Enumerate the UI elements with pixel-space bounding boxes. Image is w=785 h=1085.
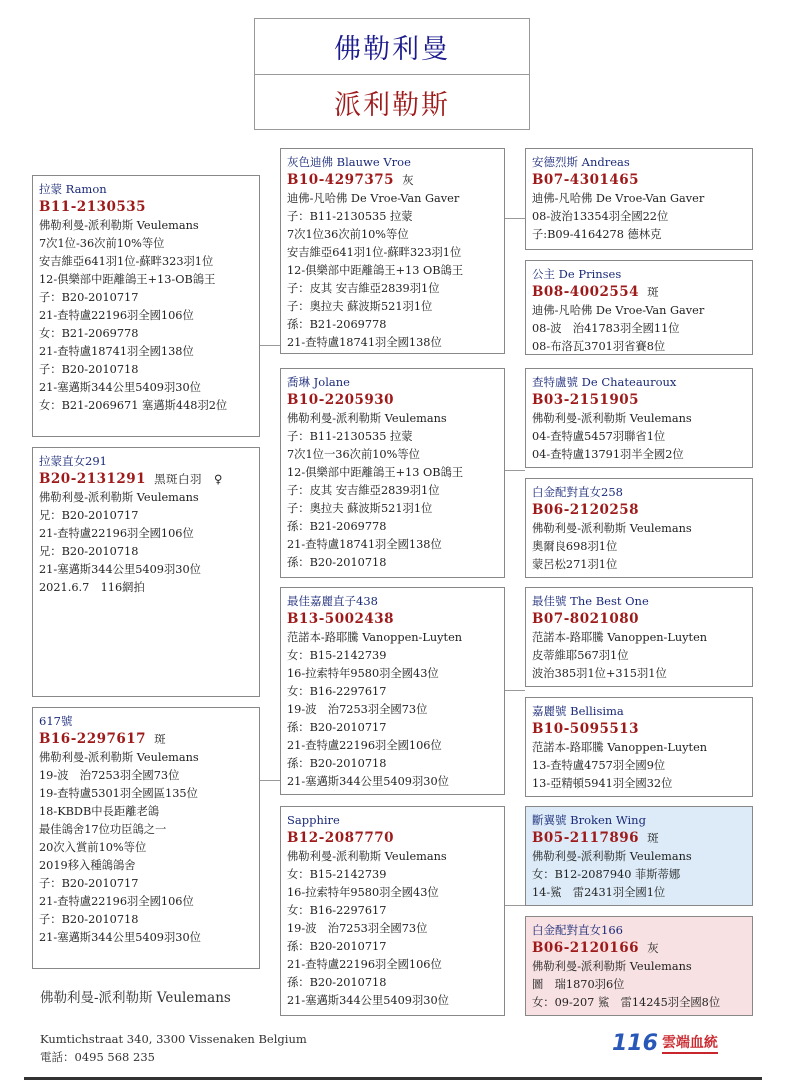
info-line: 21-塞邁斯344公里5409羽30位 xyxy=(39,931,201,944)
info-line: 佛勒利曼-派利勒斯 Veulemans xyxy=(532,412,692,425)
site-logo xyxy=(612,1030,722,1056)
info-line: 皮蒂維耶567羽1位 xyxy=(532,649,629,662)
info-line: 7次1位36次前10%等位 xyxy=(287,228,409,241)
bird-name: 最佳嘉麗直子438 xyxy=(287,594,378,608)
bottom-divider xyxy=(24,1077,762,1080)
bird-name: 查特盧號 De Chateauroux xyxy=(532,375,677,389)
info-line: 21-查特盧18741羽全國138位 xyxy=(39,345,194,358)
info-line: 子：B11-2130535 拉蒙 xyxy=(287,430,413,443)
bird-name: 嘉麗號 Bellisima xyxy=(532,704,624,718)
info-line: 08-布洛瓦3701羽省賽8位 xyxy=(532,340,666,353)
pedigree-card-gen3-4 xyxy=(525,478,753,578)
info-line: 佛勒利曼-派利勒斯 Veulemans xyxy=(287,412,447,425)
info-line: 佛勒利曼-派利勒斯 Veulemans xyxy=(39,491,199,504)
info-line: 14-鯊 雷2431羽全國1位 xyxy=(532,886,666,899)
pedigree-card-granddam-maternal xyxy=(280,806,505,1016)
connector-line xyxy=(505,218,525,219)
pedigree-title-box xyxy=(254,18,530,130)
info-line: 子：B20-2010717 xyxy=(39,291,139,304)
info-line: 兄：B20-2010718 xyxy=(39,545,139,558)
breeder-name-subtitle: 派利勒斯 xyxy=(334,90,450,121)
info-line: 21-查特盧22196羽全國106位 xyxy=(39,309,194,322)
info-line: 女：B15-2142739 xyxy=(287,868,387,881)
color-label: 斑 xyxy=(647,831,660,845)
pedigree-card-gen3-8 xyxy=(525,916,753,1016)
logo-number: 116 xyxy=(612,1030,658,1056)
bird-name: 617號 xyxy=(39,714,73,728)
ring-number: B07-8021080 xyxy=(532,611,640,627)
info-line: 佛勒利曼-派利勒斯 Veulemans xyxy=(287,850,447,863)
info-line: 女：B21-2069778 xyxy=(39,327,139,340)
info-line: 女：B12-2087940 菲斯蒂娜 xyxy=(532,868,681,881)
info-line: 13-亞精頓5941羽全國32位 xyxy=(532,777,673,790)
info-line: 04-查特盧5457羽聯省1位 xyxy=(532,430,666,443)
info-line: 18-KBDB中長距離老鴿 xyxy=(39,805,160,818)
info-line: 19-波 治7253羽全國73位 xyxy=(39,769,180,782)
info-line: 21-塞邁斯344公里5409羽30位 xyxy=(39,563,201,576)
logo-text: 雲端血統 xyxy=(662,1032,718,1054)
info-line: 21-查特盧22196羽全國106位 xyxy=(39,527,194,540)
info-line: 子：奧拉夫 蘇波斯521羽1位 xyxy=(287,502,433,515)
info-line: 范諾本-路耶騰 Vanoppen-Luyten xyxy=(532,741,708,754)
pedigree-card-grandsire-maternal xyxy=(280,587,505,795)
info-line: 04-查特盧13791羽半全國2位 xyxy=(532,448,684,461)
ring-number: B10-2205930 xyxy=(287,392,395,408)
info-line: 子：B11-2130535 拉蒙 xyxy=(287,210,413,223)
info-line: 孫：B21-2069778 xyxy=(287,520,387,533)
info-line: 19-波 治7253羽全國73位 xyxy=(287,922,428,935)
info-line: 佛勒利曼-派利勒斯 Veulemans xyxy=(532,960,692,973)
info-line: 子：皮其 安吉維亞2839羽1位 xyxy=(287,282,440,295)
info-line: 21-查特盧18741羽全國138位 xyxy=(287,538,442,551)
info-line: 21-查特盧22196羽全國106位 xyxy=(287,958,442,971)
info-line: 子：B20-2010718 xyxy=(39,363,139,376)
info-line: 19-查特盧5301羽全國區135位 xyxy=(39,787,198,800)
connector-line xyxy=(505,470,525,471)
info-line: 子：B20-2010718 xyxy=(39,913,139,926)
info-line: 21-塞邁斯344公里5409羽30位 xyxy=(39,381,201,394)
color-sex-label: 黑斑白羽 ♀ xyxy=(154,472,223,486)
info-line: 孫：B21-2069778 xyxy=(287,318,387,331)
bird-name: 喬琳 Jolane xyxy=(287,375,350,389)
pedigree-card-gen3-3 xyxy=(525,368,753,468)
pedigree-card-gen3-6 xyxy=(525,697,753,797)
connector-line xyxy=(260,345,280,346)
bird-name: 斷翼號 Broken Wing xyxy=(532,813,646,827)
address-block xyxy=(40,1030,307,1066)
info-line: 12-俱樂部中距離鴿王+13-OB鴿王 xyxy=(39,273,216,286)
info-line: 7次1位一36次前10%等位 xyxy=(287,448,420,461)
bird-name: 拉蒙 Ramon xyxy=(39,182,107,196)
info-line: 迪佛-凡哈佛 De Vroe-Van Gaver xyxy=(532,192,705,205)
pedigree-card-gen3-5 xyxy=(525,587,753,687)
info-line: 16-拉索特年9580羽全國43位 xyxy=(287,886,439,899)
info-line: 13-查特盧4757羽全國9位 xyxy=(532,759,666,772)
ring-number: B11-2130535 xyxy=(39,199,147,215)
info-line: 兄：B20-2010717 xyxy=(39,509,139,522)
info-line: 安吉維亞641羽1位-蘇畔323羽1位 xyxy=(39,255,214,268)
ring-number: B03-2151905 xyxy=(532,392,640,408)
info-line: 女：09-207 鯊 雷14245羽全國8位 xyxy=(532,996,721,1009)
ring-number: B06-2120258 xyxy=(532,502,640,518)
pedigree-card-dam xyxy=(32,707,260,969)
info-line: 佛勒利曼-派利勒斯 Veulemans xyxy=(39,219,199,232)
ring-number: B10-5095513 xyxy=(532,721,640,737)
color-label: 斑 xyxy=(647,285,660,299)
info-line: 孫：B20-2010718 xyxy=(287,556,387,569)
ring-number: B20-2131291 xyxy=(39,471,147,487)
ring-number: B05-2117896 xyxy=(532,830,640,846)
info-line: 圖 瑞1870羽6位 xyxy=(532,978,625,991)
info-line: 范諾本-路耶騰 Vanoppen-Luyten xyxy=(532,631,708,644)
color-label: 斑 xyxy=(154,732,167,746)
info-line: 佛勒利曼-派利勒斯 Veulemans xyxy=(532,522,692,535)
info-line: 子:B09-4164278 德林克 xyxy=(532,228,662,241)
color-label: 灰 xyxy=(647,941,660,955)
info-line: 孫：B20-2010718 xyxy=(287,976,387,989)
info-line: 子：奧拉夫 蘇波斯521羽1位 xyxy=(287,300,433,313)
info-line: 08-波 治41783羽全國11位 xyxy=(532,322,680,335)
bird-name: 白金配對直女166 xyxy=(532,923,623,937)
info-line: 21-塞邁斯344公里5409羽30位 xyxy=(287,994,449,1007)
info-line: 最佳鴿舍17位功臣鴿之一 xyxy=(39,823,167,836)
info-line: 12-俱樂部中距離鴿王+13 OB鴿王 xyxy=(287,264,464,277)
pedigree-card-gen3-1 xyxy=(525,148,753,250)
breeder-signature: 佛勒利曼-派利勒斯 Veulemans xyxy=(40,990,231,1006)
pedigree-card-sire xyxy=(32,175,260,437)
pedigree-card-grandsire-paternal xyxy=(280,148,505,354)
bird-name: 公主 De Prinses xyxy=(532,267,622,281)
info-line: 女：B16-2297617 xyxy=(287,685,387,698)
info-line: 孫：B20-2010718 xyxy=(287,757,387,770)
color-label: 灰 xyxy=(402,173,415,187)
info-line: 女：B16-2297617 xyxy=(287,904,387,917)
bird-name: 拉蒙直女291 xyxy=(39,454,107,468)
info-line: 2019移入種鴿鴿舍 xyxy=(39,859,136,872)
ring-number: B08-4002554 xyxy=(532,284,640,300)
ring-number: B10-4297375 xyxy=(287,172,395,188)
bird-name: 白金配對直女258 xyxy=(532,485,623,499)
info-line: 佛勒利曼-派利勒斯 Veulemans xyxy=(532,850,692,863)
info-line: 21-查特盧18741羽全國138位 xyxy=(287,336,442,349)
ring-number: B06-2120166 xyxy=(532,940,640,956)
info-line: 子：B20-2010717 xyxy=(39,877,139,890)
pedigree-card-subject xyxy=(32,447,260,697)
info-line: 迪佛-凡哈佛 De Vroe-Van Gaver xyxy=(287,192,460,205)
bird-name: 安德烈斯 Andreas xyxy=(532,155,630,169)
bird-name: 最佳號 The Best One xyxy=(532,594,649,608)
info-line: 21-塞邁斯344公里5409羽30位 xyxy=(287,775,449,788)
info-line: 奧爾良698羽1位 xyxy=(532,540,618,553)
info-line: 迪佛-凡哈佛 De Vroe-Van Gaver xyxy=(532,304,705,317)
info-line: 20次入賞前10%等位 xyxy=(39,841,147,854)
info-line: 孫：B20-2010717 xyxy=(287,721,387,734)
pedigree-card-gen3-2 xyxy=(525,260,753,355)
info-line: 19-波 治7253羽全國73位 xyxy=(287,703,428,716)
info-line: 安吉維亞641羽1位-蘇畔323羽1位 xyxy=(287,246,462,259)
info-line: 21-查特盧22196羽全國106位 xyxy=(287,739,442,752)
info-line: 波治385羽1位+315羽1位 xyxy=(532,667,667,680)
bird-name: Sapphire xyxy=(287,813,340,827)
info-line: 佛勒利曼-派利勒斯 Veulemans xyxy=(39,751,199,764)
info-line: 21-查特盧22196羽全國106位 xyxy=(39,895,194,908)
info-line: 子：皮其 安吉維亞2839羽1位 xyxy=(287,484,440,497)
breeder-name-title: 佛勒利曼 xyxy=(255,19,529,75)
info-line: 范諾本-路耶騰 Vanoppen-Luyten xyxy=(287,631,463,644)
info-line: 孫：B20-2010717 xyxy=(287,940,387,953)
ring-number: B12-2087770 xyxy=(287,830,395,846)
info-line: 12-俱樂部中距離鴿王+13 OB鴿王 xyxy=(287,466,464,479)
connector-line xyxy=(260,780,280,781)
pedigree-card-granddam-paternal xyxy=(280,368,505,578)
connector-line xyxy=(505,690,525,691)
pedigree-card-gen3-7 xyxy=(525,806,753,906)
ring-number: B07-4301465 xyxy=(532,172,640,188)
phone-line: 電話：0495 568 235 xyxy=(40,1050,155,1064)
address-line: Kumtichstraat 340, 3300 Vissenaken Belgium xyxy=(40,1032,307,1046)
info-line: 16-拉索特年9580羽全國43位 xyxy=(287,667,439,680)
ring-number: B13-5002438 xyxy=(287,611,395,627)
info-line: 女：B21-2069671 塞邁斯448羽2位 xyxy=(39,399,228,412)
info-line: 女：B15-2142739 xyxy=(287,649,387,662)
bird-name: 灰色迪佛 Blauwe Vroe xyxy=(287,155,411,169)
info-line: 7次1位-36次前10%等位 xyxy=(39,237,165,250)
ring-number: B16-2297617 xyxy=(39,731,147,747)
info-line: 2021.6.7 116網拍 xyxy=(39,581,145,594)
info-line: 蒙呂松271羽1位 xyxy=(532,558,618,571)
connector-line xyxy=(505,905,525,906)
info-line: 08-波治13354羽全國22位 xyxy=(532,210,669,223)
